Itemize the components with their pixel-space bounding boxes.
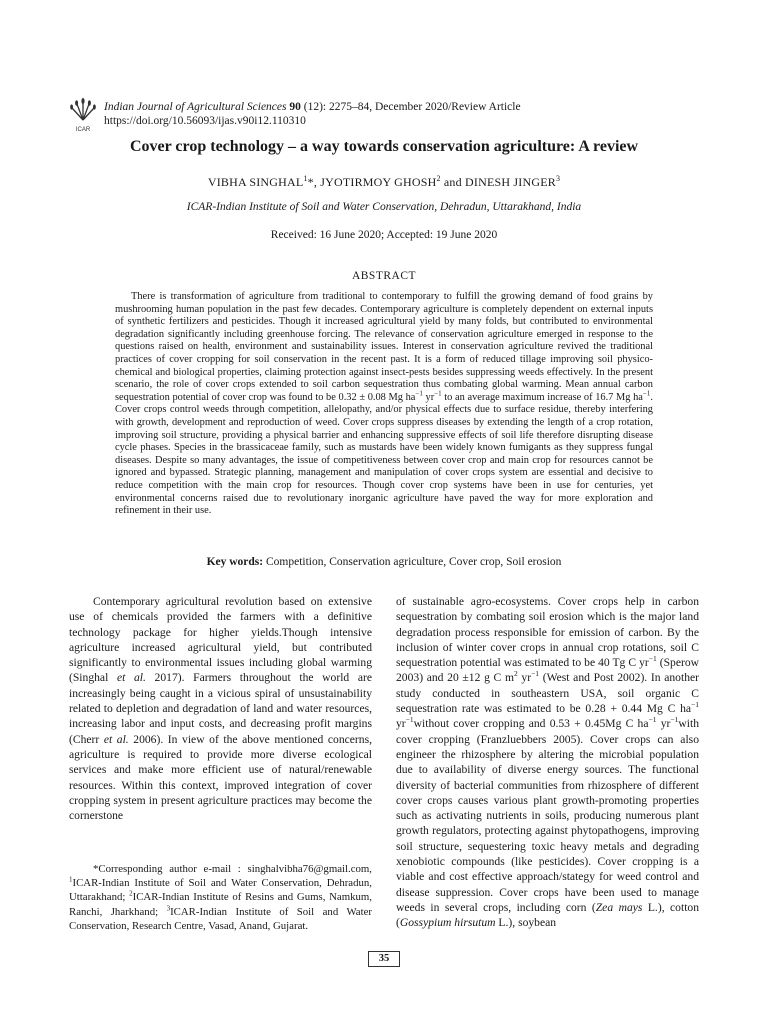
right-text-10: L.), soybean xyxy=(495,916,557,930)
journal-name: Indian Journal of Agricultural Sciences xyxy=(104,101,287,113)
abstract-sup-3: −1 xyxy=(642,389,651,398)
abstract-body xyxy=(115,291,653,518)
left-text-1: Contemporary agricultural revolution based on extensive use of chemicals provided the farmers with a definitive technology package for higher yields.Though intensive agriculture increased agricultural yield, but contributed significantly to environmental issues including global warming (Singhal xyxy=(69,595,372,685)
abstract-heading: ABSTRACT xyxy=(351,270,417,282)
right-text-3: yr xyxy=(517,671,532,685)
abstract-text-1b: yr xyxy=(422,391,435,403)
footnote-sup-1: 1 xyxy=(69,875,73,884)
right-sup-7: −1 xyxy=(670,715,679,725)
right-text-7: yr xyxy=(656,717,671,731)
abstract-text-1: There is transformation of agriculture from traditional to contemporary to fulfill the growing demand of food grains by mushrooming human population in the past few decades. Contemporary agriculture is completely dependent on external inputs of synthetic fertilizers and pesticides. Though it increased agricultural yield by many folds, but contributed to environmental degradation significantly including greenhouse forcing. The relevance of conservation agriculture emerged in response to the questions raised on health, environment and sustainability issues. Interest in conservation agriculture revived the traditional practices of cover cropping for soil conservation in the recent past. It is a form of reduced tillage improving soil physico-chemical and biological properties, claiming protection against insect-pests besides suppressing weeds effectively. In the present scenario, the role of cover crops extended to soil carbon sequestration thus combating global warming. Mean annual carbon sequestration potential of cover crop was found to be 0.32 ± 0.08 Mg ha xyxy=(115,291,653,403)
received-dates: Received: 16 June 2020; Accepted: 19 June 2020 xyxy=(270,229,498,241)
right-text-4: (West and Post 2002). In another study conducted in southeastern USA, soil organic C sequestration rate was estimated to be 0.28 + 0.44 Mg C ha xyxy=(396,671,699,716)
body-right-column xyxy=(396,594,699,931)
footnote-sup-3: 3 xyxy=(166,904,171,913)
author-list xyxy=(0,174,768,190)
keywords-value: Competition, Conservation agriculture, Cover crop, Soil erosion xyxy=(263,556,562,568)
abstract-sup-1: −1 xyxy=(415,389,423,398)
abstract-text-1c: to an average maximum increase of 16.7 Mg ha xyxy=(441,391,643,403)
author-and: and xyxy=(440,175,466,189)
icar-logo xyxy=(68,96,98,134)
left-etal-1: et al. xyxy=(116,671,146,685)
left-etal-2: et al. xyxy=(103,732,129,746)
right-sup-3: −1 xyxy=(531,669,540,679)
abstract-text-2: . Cover crops control weeds through competition, allelopathy, and/or physical effects due to surface residue, thereby interfering with growth, development and reproduction of weed. Cover crops suppress diseases by extending the length of a crop rotation, improving soil structure, providing a physical barrier and enhancing suppressive effects of soil life therefore disrupting disease cycle phases. Species in the brassicaceae family, such as mustards have been widely known fumigants as they suppress fungal diseases. Despite so many advantages, the issue of competitiveness between cover crop and main crop for resources cannot be ignored and bypassed. Strategic planning, management and manipulation of cover crops system are essential and decisive to reduce competition with the main crop for resources. Though cover crop systems have been in use for centuries, yet environmental concerns raised due to revolutionary inorganic agriculture have paved the way for more exploration and refinement in their use. xyxy=(115,391,653,517)
author-3: DINESH JINGER xyxy=(465,175,556,189)
footnote-text-4: ICAR-Indian Institute of Soil and Water Conservation, Research Centre, Vasad, Anand, Gujarat. xyxy=(69,905,372,932)
paper-title: Cover crop technology – a way towards conservation agriculture: A review xyxy=(129,138,639,155)
keywords xyxy=(0,556,768,568)
body-left-column xyxy=(69,594,372,823)
right-species-2: Gossypium hirsutum xyxy=(399,916,496,930)
abstract-sup-2: −1 xyxy=(434,389,442,398)
svg-text:ICAR: ICAR xyxy=(75,127,91,133)
journal-citation xyxy=(104,100,521,114)
right-text-1: of sustainable agro-ecosystems. Cover crops help in carbon sequestration by combating soil erosion which is the major land degradation process responsible for emission of carbon. By the inclusion of winter cover crops in annual crop rotations, soil C sequestration potential was estimated to be 40 Tg C yr xyxy=(396,595,699,670)
right-sup-6: −1 xyxy=(648,715,657,725)
journal-issue: (12): 2275–84, December 2020/Review Article xyxy=(300,101,521,113)
author-3-sup: 3 xyxy=(555,174,561,183)
corresponding-author-footnote xyxy=(69,862,372,933)
footnote-text-3: ICAR-Indian Institute of Resins and Gums, Namkum, Ranchi, Jharkhand; xyxy=(69,891,373,918)
right-sup-4: −1 xyxy=(691,700,699,710)
right-text-2: (Sperow 2003) and 20 ±12 g C m xyxy=(396,656,699,685)
keywords-label: Key words: xyxy=(206,556,264,568)
author-1: VIBHA SINGHAL xyxy=(207,175,304,189)
right-text-8: with cover cropping (Franzluebbers 2005). Cover crops can also engineer the rhizosphere by altering the microbial population due to availability of diverse energy sources. The functional diversity of bacterial communities from rhizosphere of different cover crops causes various plant growth-promoting properties such as activating nutrients in soils, producing numerous plant growth regulators, protecting against phytopathogens, improving soil structure, sequestering toxic heavy metals and degrading xenobiotic compounds (like pesticides). Cover cropping is a viable and cost effective approach/stategy for weed control and disease suppression. Cover crops have been used to manage weeds in several crops, including corn ( xyxy=(396,717,699,914)
page-number: 35 xyxy=(368,951,400,967)
right-sup-5: −1 xyxy=(405,715,414,725)
left-text-3: 2006). In view of the above mentioned concerns, agriculture is required to provide more diverse ecological services and make more efficient use of natural/renewable resources. Within this context, improved integration of cover cropping system in present agriculture practices may become the cornerstone xyxy=(69,732,372,823)
author-2-sup: 2 xyxy=(436,174,441,183)
right-text-5: yr xyxy=(396,717,406,731)
author-1-star: *, xyxy=(307,175,321,189)
affiliation: ICAR-Indian Institute of Soil and Water Conservation, Dehradun, Uttarakhand, India xyxy=(186,201,582,213)
right-text-9: L.), cotton ( xyxy=(396,900,700,930)
author-1-sup: 1 xyxy=(303,174,308,183)
doi-link[interactable]: https://doi.org/10.56093/ijas.v90i12.110310 xyxy=(104,115,306,127)
right-sup-2: 2 xyxy=(513,669,518,679)
right-species-1: Zea mays xyxy=(595,900,643,914)
author-2: JYOTIRMOY GHOSH xyxy=(320,175,437,189)
right-text-6: without cover cropping and 0.53 + 0.45Mg C ha xyxy=(413,717,649,731)
left-text-2: 2017). Farmers throughout the world are increasingly being caught in a vicious spiral of unsustainability related to depletion and degradation of land and water resources, increasing labor and input costs, and decreasing profit margins (Cherr xyxy=(69,671,373,746)
right-sup-1: −1 xyxy=(648,654,657,664)
footnote-text-1: *Corresponding author e-mail : singhalvibha76@gmail.com, xyxy=(93,863,372,875)
footnote-sup-2: 2 xyxy=(129,889,133,898)
footnote-text-2: ICAR-Indian Institute of Soil and Water Conservation, Dehradun, Uttarakhand; xyxy=(69,877,372,904)
journal-volume: 90 xyxy=(289,101,301,113)
